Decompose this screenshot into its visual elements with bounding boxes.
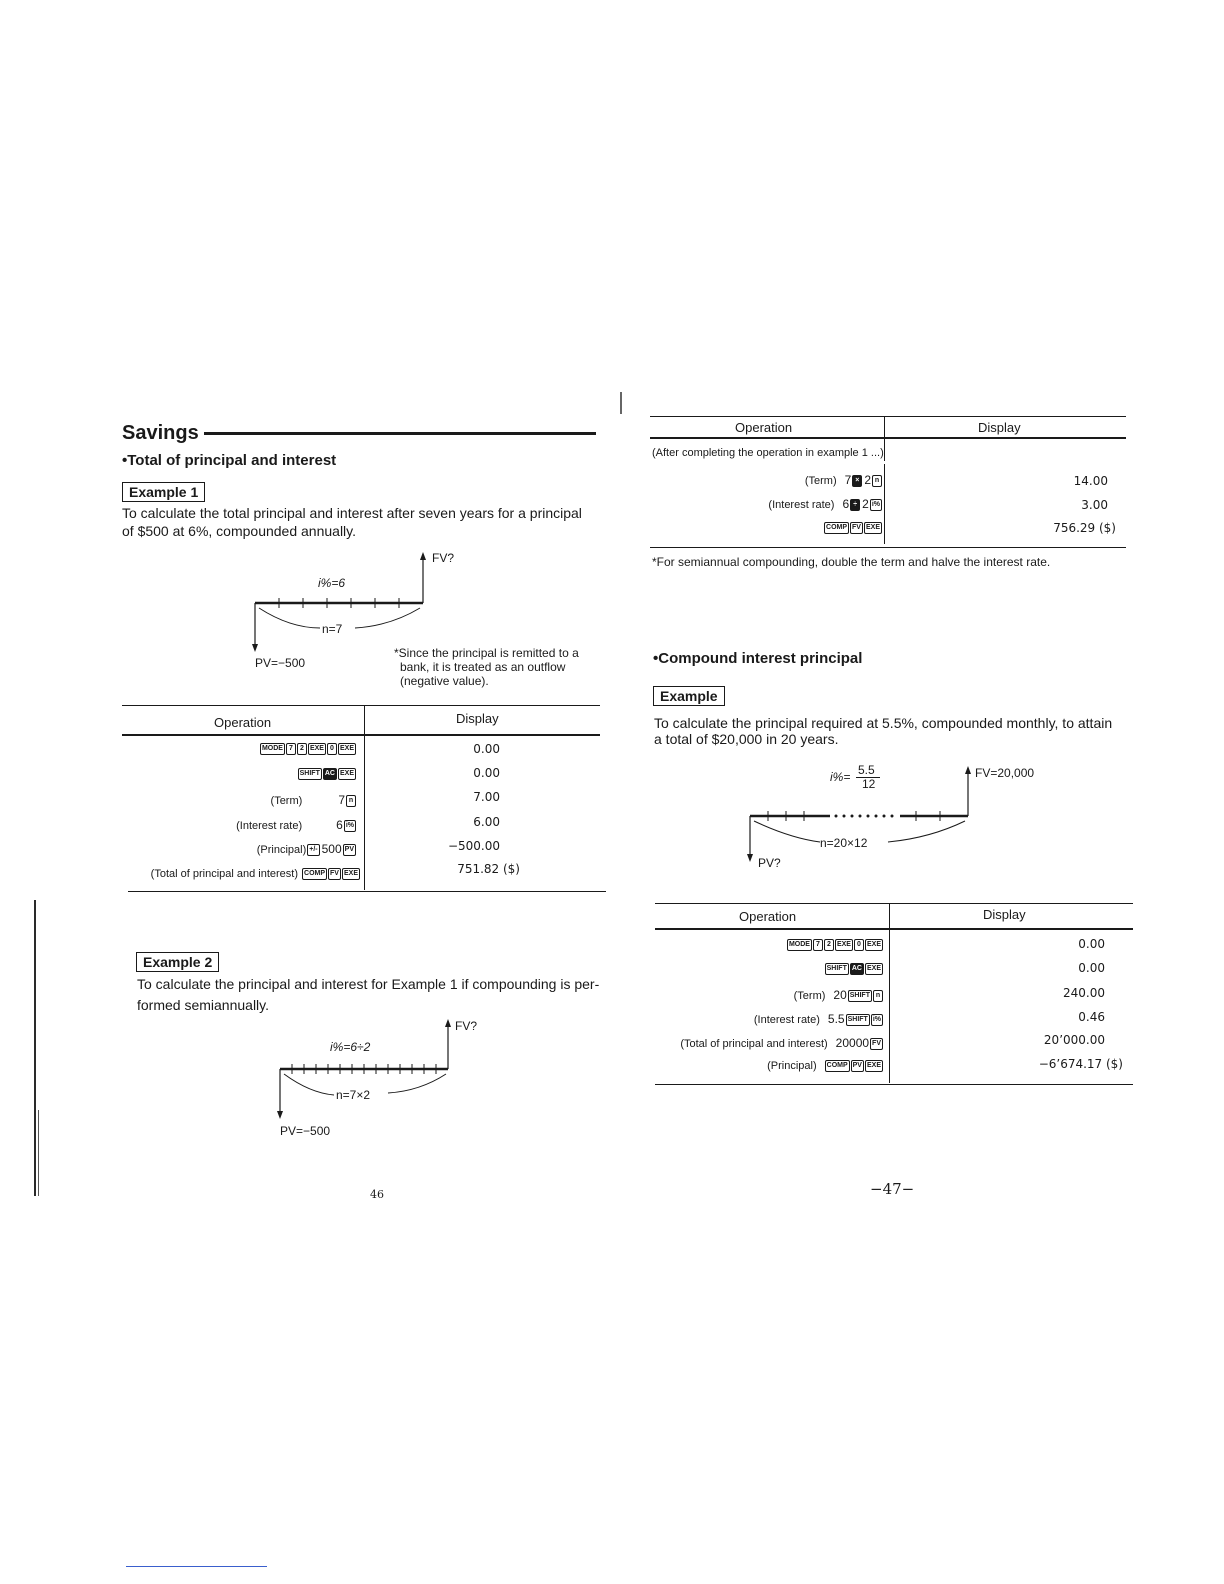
table-row — [805, 473, 882, 487]
display-value: 0.46 — [1078, 1010, 1105, 1024]
semiannual-note: *For semiannual compounding, double the term and halve the interest rate. — [652, 555, 1051, 569]
display-value: 7.00 — [473, 790, 500, 804]
example-text-line1: To calculate the principal required at 5.5%, compounded monthly, to attain — [654, 715, 1113, 731]
table-row — [297, 768, 356, 780]
key-pv: PV — [851, 1060, 864, 1072]
key-7: 7 — [286, 743, 296, 755]
key-exe: EXE — [865, 939, 883, 951]
table-row — [236, 818, 356, 832]
operation-table-example-1 — [122, 705, 602, 895]
key-multiply: × — [852, 475, 862, 487]
key-exe: EXE — [308, 743, 326, 755]
row-value-2: 2 — [862, 497, 869, 511]
section-heading-total: •Total of principal and interest — [122, 452, 337, 469]
page-number-right: −47− — [870, 1180, 915, 1198]
key-mode: MODE — [787, 939, 812, 951]
table3-header-operation: Operation — [739, 909, 797, 924]
key-n: n — [872, 475, 882, 487]
key-ac: AC — [850, 963, 864, 975]
table-row — [151, 868, 360, 880]
diagram2-rate-label: i%=6÷2 — [330, 1040, 371, 1054]
binding-edge — [34, 900, 36, 1196]
operation-table-compound — [655, 903, 1135, 1089]
table-row — [824, 963, 883, 975]
diagram2-fv-label: FV? — [455, 1019, 478, 1033]
diagram1-fv-label: FV? — [432, 551, 455, 565]
key-pv: PV — [343, 844, 356, 856]
diagram3-rate-denominator: 12 — [862, 777, 876, 791]
example-1-text-line1: To calculate the total principal and interest after seven years for a principal — [122, 505, 582, 521]
row-label: (Interest rate) — [236, 820, 303, 832]
row-label: (Term) — [804, 475, 837, 487]
diagram3-rate-prefix: i%= — [830, 770, 851, 784]
binding-edge-inner — [38, 1110, 39, 1196]
table-row — [680, 1036, 883, 1050]
display-value: 0.00 — [473, 742, 500, 756]
key-fv: FV — [850, 522, 863, 534]
table1-header-operation: Operation — [214, 715, 272, 730]
section-heading-compound: •Compound interest principal — [653, 650, 863, 667]
key-0: 0 — [327, 743, 337, 755]
operation-table-continued — [650, 416, 1128, 551]
row-value: 5.5 — [827, 1012, 845, 1026]
key-exe: EXE — [864, 522, 882, 534]
table1-header-display: Display — [456, 711, 499, 726]
display-value: 0.00 — [1078, 961, 1105, 975]
diagram3-fv-label: FV=20,000 — [975, 766, 1035, 780]
note-outflow-line2: bank, it is treated as an outflow — [400, 660, 566, 674]
row-label: (Total of principal and interest) — [680, 1038, 828, 1050]
example-2-text-line1: To calculate the principal and interest for Example 1 if compounding is per- — [137, 976, 600, 992]
row-label: (Interest rate) — [768, 499, 835, 511]
diagram3-rate-numerator: 5.5 — [858, 763, 875, 777]
key-n: n — [873, 990, 883, 1002]
center-gutter-mark — [620, 392, 622, 414]
example-2-label: Example 2 — [136, 952, 219, 972]
key-fv: FV — [328, 868, 341, 880]
row-value: 7 — [338, 793, 345, 807]
example-label: Example — [653, 686, 725, 706]
table2-header-display: Display — [978, 420, 1021, 435]
key-shift: SHIFT — [848, 990, 872, 1002]
key-mode: MODE — [260, 743, 285, 755]
diagram1-rate-label: i%=6 — [318, 576, 346, 590]
row-label: (Principal) — [256, 844, 307, 856]
key-comp: COMP — [824, 522, 849, 534]
table-row — [786, 939, 883, 951]
row-label: (Term) — [270, 795, 303, 807]
display-value: 14.00 — [1073, 474, 1108, 488]
table-row — [767, 1060, 883, 1072]
key-shift: SHIFT — [298, 768, 322, 780]
key-7: 7 — [813, 939, 823, 951]
key-shift: SHIFT — [825, 963, 849, 975]
row-value: 500 — [321, 842, 342, 856]
key-2: 2 — [297, 743, 307, 755]
key-exe: EXE — [865, 963, 883, 975]
table2-header-operation: Operation — [735, 420, 793, 435]
key-exe: EXE — [835, 939, 853, 951]
table-row — [754, 1012, 883, 1026]
example-text-line2: a total of $20,000 in 20 years. — [654, 731, 839, 747]
key-i-percent: i% — [344, 820, 356, 832]
table-row — [794, 988, 883, 1002]
key-i-percent: i% — [870, 499, 882, 511]
table-row — [768, 497, 882, 511]
row-value: 6 — [336, 818, 343, 832]
row-value-2: 2 — [864, 473, 871, 487]
example-1-label: Example 1 — [122, 482, 205, 502]
row-label: (Principal) — [767, 1060, 817, 1072]
key-divide: ÷ — [850, 499, 860, 511]
row-label: (Total of principal and interest) — [150, 868, 299, 880]
key-n: n — [346, 795, 356, 807]
key-i-percent: i% — [871, 1014, 883, 1026]
diagram2-pv-label: PV=−500 — [280, 1124, 331, 1138]
diagram1-n-label: n=7 — [322, 622, 343, 636]
key-fv: FV — [870, 1038, 883, 1050]
display-value: 20’000.00 — [1043, 1033, 1105, 1047]
diagram2-n-label: n=7×2 — [336, 1088, 371, 1102]
display-value: −500.00 — [447, 839, 500, 853]
page-title: Savings — [122, 422, 199, 444]
table-row — [271, 793, 356, 807]
key-exe: EXE — [338, 768, 356, 780]
display-value: 6.00 — [473, 815, 500, 829]
key-exe: EXE — [342, 868, 360, 880]
display-value: 756.29 ($) — [1053, 521, 1116, 535]
row-value: 7 — [844, 473, 852, 487]
table-row — [823, 522, 882, 534]
key-2: 2 — [824, 939, 834, 951]
key-shift: SHIFT — [846, 1014, 870, 1026]
key-comp: COMP — [302, 868, 327, 880]
table-row — [257, 842, 356, 856]
table-row — [259, 743, 356, 755]
key-exe: EXE — [865, 1060, 883, 1072]
key-ac: AC — [323, 768, 337, 780]
title-rule — [204, 432, 596, 435]
display-value: 240.00 — [1063, 986, 1105, 1000]
diagram3-pv-label: PV? — [758, 856, 781, 870]
display-value: 0.00 — [1078, 937, 1105, 951]
diagram1-pv-label: PV=−500 — [255, 656, 306, 670]
display-value: 751.82 ($) — [457, 862, 520, 876]
table3-header-display: Display — [983, 907, 1026, 922]
note-outflow-line3: (negative value). — [400, 674, 489, 688]
row-value: 20 — [833, 988, 847, 1002]
example-1-text-line2: of $500 at 6%, compounded annually. — [122, 523, 357, 539]
bottom-link-underline — [126, 1566, 267, 1567]
row-value: 20000 — [835, 1036, 870, 1050]
key-plus-minus: +/- — [307, 844, 319, 856]
note-outflow-line1: *Since the principal is remitted to a — [394, 646, 579, 660]
key-0: 0 — [854, 939, 864, 951]
cashflow-diagram-2 — [270, 1015, 470, 1125]
key-comp: COMP — [825, 1060, 850, 1072]
row-value: 6 — [842, 497, 850, 511]
display-value: 3.00 — [1081, 498, 1108, 512]
display-value: −6’674.17 ($) — [1038, 1057, 1123, 1071]
page-number-left: 46 — [370, 1188, 384, 1201]
display-value: 0.00 — [473, 766, 500, 780]
after-example-note: (After completing the operation in example 1 ...) — [652, 447, 884, 459]
row-label: (Interest rate) — [753, 1014, 820, 1026]
example-2-text-line2: formed semiannually. — [137, 997, 270, 1013]
key-exe: EXE — [338, 743, 356, 755]
row-label: (Term) — [793, 990, 826, 1002]
diagram3-n-label: n=20×12 — [820, 836, 868, 850]
